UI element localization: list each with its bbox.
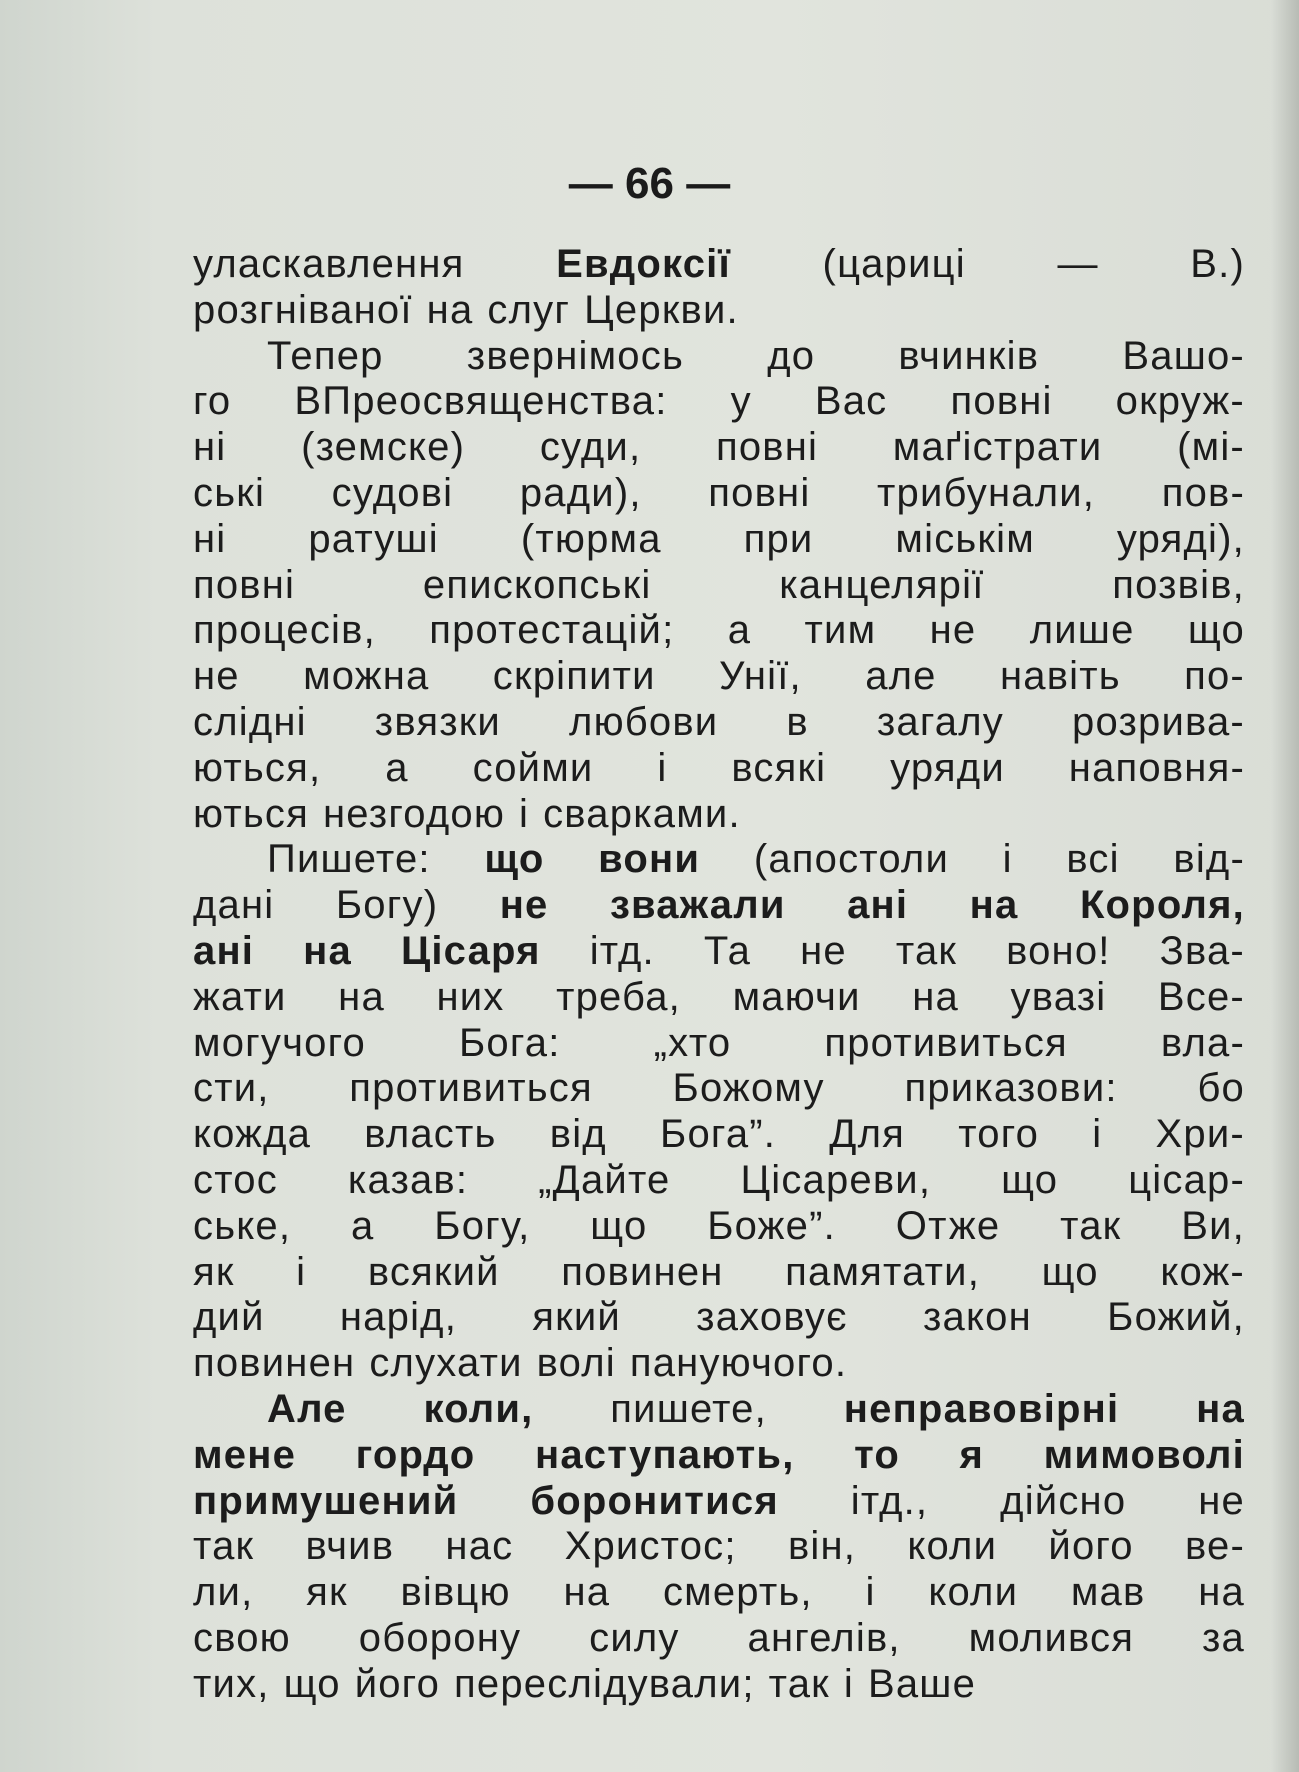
word: ради), (519, 470, 642, 515)
word: канцелярії (779, 562, 985, 607)
word: зважали (609, 883, 786, 928)
paragraph (193, 334, 1245, 838)
word: противиться (824, 1020, 1068, 1065)
word: Цісареви, (740, 1157, 932, 1202)
word: Христос; (564, 1524, 737, 1569)
word: по- (1184, 654, 1245, 699)
word: на (426, 287, 474, 332)
text-line (193, 700, 1245, 746)
word: (тюрма (520, 516, 662, 561)
word: Та (703, 928, 752, 973)
word: дий (193, 1295, 265, 1340)
word: Зва- (1159, 928, 1245, 973)
text-line (193, 1112, 1245, 1158)
word: а (727, 608, 752, 653)
word: повні (193, 562, 296, 607)
word: не (193, 654, 240, 699)
word: Богу) (335, 883, 439, 928)
word: них (436, 974, 505, 1019)
word: на (563, 1570, 611, 1615)
text-line (193, 334, 1245, 380)
word: ються, (193, 745, 322, 790)
word: оборону (358, 1615, 522, 1660)
paragraph (193, 837, 1245, 1387)
word: заховує (696, 1295, 848, 1340)
word: його (354, 1661, 441, 1706)
word: навіть (999, 654, 1121, 699)
word: казав: (347, 1157, 469, 1202)
word: і (296, 1249, 307, 1294)
word: до (767, 333, 816, 378)
word: а (385, 745, 409, 790)
word: дані (193, 883, 275, 928)
word: Цісаря (400, 928, 541, 973)
text-line (193, 563, 1245, 609)
text-line (193, 883, 1245, 929)
text-line (193, 792, 1245, 838)
word: коли (907, 1524, 998, 1569)
word: Евдоксії (556, 242, 731, 286)
word: не (800, 928, 847, 973)
word: так (768, 1661, 830, 1706)
word: я (959, 1432, 985, 1477)
word: мене (193, 1432, 297, 1477)
word: пов- (1161, 470, 1245, 515)
word: то (854, 1432, 900, 1477)
word: уласкавлення (193, 242, 465, 286)
word: — (1057, 242, 1099, 286)
text-line (193, 1479, 1245, 1525)
word: на (303, 928, 352, 973)
word: процесів, (193, 608, 376, 653)
word: Божому (672, 1066, 825, 1111)
word: на (969, 883, 1019, 928)
word: повні (950, 379, 1053, 424)
word: в (786, 699, 809, 744)
word: власть (364, 1112, 497, 1157)
page-spine-shadow (1271, 0, 1299, 1772)
word: як (306, 1570, 348, 1615)
word: який (532, 1295, 621, 1340)
word: всі (1066, 837, 1120, 882)
word: слідні (193, 699, 307, 744)
word: ське, (193, 1203, 292, 1248)
text-line (193, 1021, 1245, 1067)
page-number: — 66 — (568, 159, 731, 208)
word: при (743, 516, 814, 561)
word: Вас (814, 379, 888, 424)
word: воно! (1006, 928, 1111, 973)
word: нарід, (339, 1295, 458, 1340)
text-line (193, 1570, 1245, 1616)
word: треба, (556, 974, 681, 1019)
word: ітд. (589, 928, 655, 973)
text-line (193, 1662, 1245, 1708)
word: що (1041, 1249, 1099, 1294)
word: судові (331, 470, 454, 515)
text-line (193, 1295, 1245, 1341)
word: нас (445, 1524, 514, 1569)
word: і (843, 1661, 854, 1706)
word: смерть, (662, 1570, 813, 1615)
word: на (1196, 1386, 1245, 1431)
text-line (193, 517, 1245, 563)
word: молився (968, 1615, 1135, 1660)
word: пануючого. (629, 1341, 848, 1386)
word: від (549, 1112, 607, 1157)
word: (земске) (301, 425, 466, 470)
word: і (1002, 837, 1013, 882)
word: не (1198, 1478, 1245, 1523)
word: коли, (423, 1386, 534, 1431)
word: на (1198, 1570, 1245, 1615)
word: ані (847, 883, 909, 928)
word: слуг (487, 287, 571, 332)
word: „хто (653, 1020, 732, 1065)
paragraph (193, 1387, 1245, 1708)
word: (апостоли (753, 837, 950, 882)
word: го (193, 379, 232, 424)
word: наповня- (1068, 745, 1245, 790)
word: уряди (890, 745, 1005, 790)
word: всякий (367, 1249, 500, 1294)
word: уряді), (1116, 516, 1245, 561)
word: що (484, 837, 545, 882)
word: повні (715, 425, 819, 470)
word: що (1187, 608, 1245, 653)
word: на (338, 974, 385, 1019)
word: гордо (355, 1432, 476, 1477)
word: позвів, (1112, 562, 1245, 607)
word: так (1060, 1203, 1122, 1248)
text-line (193, 1433, 1245, 1479)
word: звязки (374, 699, 501, 744)
text-line (193, 1204, 1245, 1250)
word: цісар- (1128, 1157, 1245, 1202)
word: кож- (1160, 1249, 1245, 1294)
word: так (193, 1524, 255, 1569)
word: мав (1070, 1570, 1146, 1615)
word: не (929, 608, 977, 653)
word: звернімось (466, 333, 684, 378)
word: міськім (895, 516, 1035, 561)
word: дійсно (1000, 1478, 1127, 1523)
word: маючи (732, 974, 861, 1019)
word: бо (1197, 1066, 1245, 1111)
word: окруж- (1115, 379, 1245, 424)
word: він, (787, 1524, 857, 1569)
word: вони (598, 837, 701, 882)
word: вчив (305, 1524, 395, 1569)
word: ве- (1185, 1524, 1245, 1569)
word: сойми (472, 745, 594, 790)
word: ні (193, 516, 227, 561)
word: ні (193, 425, 227, 470)
word: любови (569, 699, 719, 744)
text-line (193, 242, 1245, 288)
word: можна (303, 654, 430, 699)
word: памятати, (785, 1249, 981, 1294)
word: Божий, (1107, 1295, 1245, 1340)
word: тим (804, 608, 877, 653)
word: Отже (895, 1203, 1001, 1248)
word: що (590, 1203, 648, 1248)
word: Бога: (458, 1020, 561, 1065)
word: слухати (369, 1341, 523, 1386)
word: ВПреосвященства: (294, 379, 668, 424)
word: Короля, (1079, 883, 1245, 928)
word: кожда (193, 1112, 312, 1157)
word: на (912, 974, 959, 1019)
word: Богу, (434, 1203, 531, 1248)
word: увазі (1010, 974, 1107, 1019)
word: Церкви. (584, 287, 739, 332)
word: противиться (349, 1066, 593, 1111)
word: тих, (193, 1661, 270, 1706)
word: вла- (1160, 1020, 1245, 1065)
word: розгніваної (193, 287, 413, 332)
word: що (283, 1661, 341, 1706)
word: Унії, (719, 654, 802, 699)
word: переслідували; (454, 1661, 755, 1706)
word: (цариці (822, 242, 966, 286)
word: ські (193, 470, 266, 515)
word: примушений (193, 1478, 459, 1523)
word: Ви, (1181, 1203, 1245, 1248)
word: всякі (731, 745, 827, 790)
word: ангелів, (747, 1615, 901, 1660)
word: не (499, 883, 549, 928)
word: сварками. (543, 791, 741, 836)
word: силу (589, 1615, 680, 1660)
word: і (1092, 1112, 1103, 1157)
text-line (193, 471, 1245, 517)
text-line (193, 837, 1245, 883)
word: вчинків (898, 333, 1040, 378)
word: Але (267, 1386, 347, 1431)
text-line (193, 288, 1245, 334)
text-line (193, 929, 1245, 975)
word: Вашо- (1122, 333, 1245, 378)
text-line (193, 379, 1245, 425)
word: Пишете: (267, 837, 431, 882)
word: і (657, 745, 668, 790)
word: неправовірні (843, 1386, 1120, 1431)
word: маґістрати (892, 425, 1103, 470)
word: (мі- (1177, 425, 1245, 470)
text-line (193, 746, 1245, 792)
word: що (1001, 1157, 1059, 1202)
word: повні (708, 470, 811, 515)
word: В.) (1190, 242, 1245, 286)
word: вівцю (400, 1570, 511, 1615)
word: лише (1029, 608, 1135, 653)
text-line (193, 1158, 1245, 1204)
word: закон (923, 1295, 1032, 1340)
word: пишете, (610, 1386, 767, 1431)
word: скріпити (492, 654, 656, 699)
word: наступають, (534, 1432, 795, 1477)
word: від- (1173, 837, 1245, 882)
text-line (193, 425, 1245, 471)
word: незгодою (322, 791, 506, 836)
word: ли, (193, 1570, 254, 1615)
word: боронитися (530, 1478, 779, 1523)
text-line (193, 654, 1245, 700)
word: загалу (876, 699, 1004, 744)
word: стос (193, 1157, 278, 1202)
word: Боже”. (707, 1203, 836, 1248)
word: ітд., (850, 1478, 929, 1523)
word: суди, (539, 425, 642, 470)
word: ратуші (308, 516, 439, 561)
text-line (193, 608, 1245, 654)
text-line (193, 1524, 1245, 1570)
word: могучого (193, 1020, 366, 1065)
word: Все- (1157, 974, 1245, 1019)
word: повинен (193, 1341, 356, 1386)
text-line (193, 1066, 1245, 1112)
text-line (193, 1341, 1245, 1387)
word: свою (193, 1615, 291, 1660)
paragraph (193, 242, 1245, 334)
word: і (865, 1570, 876, 1615)
word: а (350, 1203, 375, 1248)
word: протестацій; (429, 608, 675, 653)
word: Ваше (867, 1661, 977, 1706)
word: як (193, 1249, 235, 1294)
word: Тепер (267, 333, 384, 378)
word: коли (928, 1570, 1019, 1615)
word: волі (536, 1341, 616, 1386)
word: і (519, 791, 530, 836)
text-line (193, 1250, 1245, 1296)
body-text (193, 242, 1245, 1708)
word: так (895, 928, 958, 973)
word: але (865, 654, 937, 699)
word: ані (193, 928, 255, 973)
word: за (1202, 1615, 1245, 1660)
word: ються (193, 791, 309, 836)
word: того (958, 1112, 1040, 1157)
word: Хри- (1155, 1112, 1245, 1157)
word: приказови: (904, 1066, 1118, 1111)
text-line (193, 975, 1245, 1021)
word: жати (193, 974, 287, 1019)
word: Бога”. (660, 1112, 777, 1157)
word: мимоволі (1043, 1432, 1245, 1477)
word: Для (829, 1112, 905, 1157)
word: його (1048, 1524, 1134, 1569)
word: трибунали, (877, 470, 1096, 515)
word: „Дайте (538, 1157, 671, 1202)
text-line (193, 1616, 1245, 1662)
word: у (730, 379, 752, 424)
word: сти, (193, 1066, 270, 1111)
word: епископські (422, 562, 652, 607)
word: повинен (561, 1249, 724, 1294)
word: розрива- (1072, 699, 1245, 744)
text-line (193, 1387, 1245, 1433)
